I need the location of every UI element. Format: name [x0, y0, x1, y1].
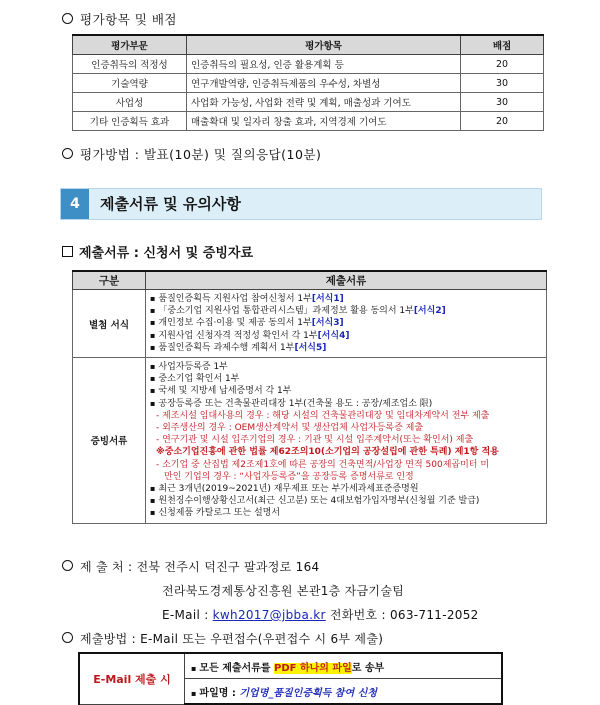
table-header-row: [73, 35, 544, 55]
list-item: ▪ 품질인증획득 과제수행 계획서 1부[서식5]: [150, 342, 327, 353]
law-note: ※중소기업진흥에 관한 법률 제62조의10(소기업의 공장설립에 관한 특례) 제1항 적용: [156, 447, 499, 458]
col-items: 평가항목: [187, 35, 461, 55]
email-link[interactable]: kwh2017@jbba.kr: [212, 608, 326, 622]
form-tag: [서식1]: [311, 294, 344, 304]
col-category: 평가부문: [73, 35, 187, 55]
circle-bullet-icon: [62, 632, 73, 643]
score-cell: 20: [461, 55, 544, 74]
attached-forms-label: 별첨 서식: [73, 290, 146, 358]
col-type: 구분: [73, 271, 146, 290]
items-cell: 인증취득의 필요성, 인증 활용계획 등: [187, 55, 461, 74]
table-header-row: [73, 271, 547, 290]
docs-table: [72, 270, 547, 524]
note-line: - 연구기관 및 시설 입주기업의 경우 : 기관 및 시설 입주계약서(또는 확인서) 제출: [156, 435, 474, 446]
list-item: ▪ 품질인증획득 지원사업 참여신청서 1부[서식1]: [150, 294, 344, 304]
table-row: [73, 93, 544, 112]
attached-forms-list: [146, 290, 547, 358]
pdf-highlight: PDF 하나의 파일: [274, 662, 352, 674]
list-item: ▪ 원천징수이행상황신고서(최근 신고분) 또는 4대보험가입자명부(신청월 기준 발급): [150, 496, 480, 507]
list-item: ▪ 공장등록증 또는 건축물관리대장 1부(건축물 용도 : 공장/제조업소 限): [150, 398, 433, 409]
table-row: [73, 74, 544, 93]
section-number-badge: 4: [61, 189, 89, 219]
list-item: ▪ 중소기업 확인서 1부: [150, 374, 240, 385]
list-item: ▪ 「중소기업 지원사업 통합관리시스템」과제정보 활용 동의서 1부[서식2]: [150, 306, 446, 317]
table-row: [73, 358, 547, 524]
list-item: ▪ 사업자등록증 1부: [150, 362, 228, 373]
email-box-row-2: ▪ 파일명 : 기업명_품질인증획득 참여 신청: [185, 679, 503, 705]
email-box-row-1: ▪ 모든 제출서류를 PDF 하나의 파일로 송부: [185, 653, 503, 679]
email-box-label: E-Mail 제출 시: [79, 653, 185, 704]
category-cell: 기술역량: [73, 74, 187, 93]
category-cell: 사업성: [73, 93, 187, 112]
table-row: [79, 653, 502, 679]
items-cell: 연구개발역량, 인증취득제품의 우수성, 차별성: [187, 74, 461, 93]
email-submission-box: [78, 652, 503, 705]
evidence-list: [146, 358, 547, 524]
form-tag: [서식4]: [317, 330, 350, 341]
list-item: ▪ 개인정보 수집·이용 및 제공 동의서 1부[서식3]: [150, 318, 344, 329]
items-cell: 사업화 가능성, 사업화 전략 및 계획, 매출성과 기여도: [187, 93, 461, 112]
category-cell: 인증취득의 적정성: [73, 55, 187, 74]
list-item: ▪ 최근 3개년(2019~2021년) 재무제표 또는 부가세과세표준증명원: [150, 484, 419, 495]
section-title: 제출서류 및 유의사항: [100, 195, 241, 213]
category-cell: 기타 인증획득 효과: [73, 112, 187, 131]
score-cell: 30: [461, 74, 544, 93]
eval-heading: 평가항목 및 배점: [62, 10, 177, 28]
note-line: - 소기업 중 산집법 제2조제1호에 따른 공장의 건축면적/사업장 면적 500제곱미터 미: [156, 459, 490, 470]
form-tag: [서식3]: [311, 318, 344, 329]
submit-place: 제 출 처 : 전북 전주시 덕진구 팔과정로 164: [62, 558, 319, 575]
circle-bullet-icon: [62, 560, 73, 571]
note-line: - 제조시설 임대사용의 경우 : 해당 시설의 건축물관리대장 및 임대차계약서 전부 제출: [156, 410, 490, 421]
submit-org: 전라북도경제통상진흥원 본관1층 자금기술팀: [162, 584, 405, 598]
submit-contact: E-Mail : kwh2017@jbba.kr 전화번호 : 063-711-2052: [162, 608, 479, 622]
form-tag: [서식2]: [413, 306, 446, 317]
note-line: - 외주생산의 경우 : OEM생산계약서 및 생산업체 사업자등록증 제출: [156, 423, 424, 434]
list-item: ▪ 신청제품 카탈로그 또는 설명서: [150, 508, 281, 519]
evidence-label: 증빙서류: [73, 358, 146, 524]
list-item: ▪ 지원사업 신청자격 적정성 확인서 각 1부[서식4]: [150, 330, 350, 341]
list-item: ▪ 국세 및 지방세 납세증명서 각 1부: [150, 386, 292, 397]
note-line: 만인 기업의 경우 : “사업자등록증”을 공장등록 증명서류로 인정: [164, 471, 414, 482]
score-cell: 20: [461, 112, 544, 131]
table-row: [73, 112, 544, 131]
col-score: 배점: [461, 35, 544, 55]
square-bullet-icon: [62, 246, 73, 257]
items-cell: 매출확대 및 일자리 창출 효과, 지역경제 기여도: [187, 112, 461, 131]
docs-subheading: 제출서류 : 신청서 및 증빙자료: [62, 242, 253, 261]
circle-bullet-icon: [62, 13, 73, 24]
col-docs: 제출서류: [146, 271, 547, 290]
score-cell: 30: [461, 93, 544, 112]
table-row: [73, 55, 544, 74]
eval-method: 평가방법 : 발표(10분) 및 질의응답(10분): [62, 145, 321, 163]
eval-table: [72, 34, 544, 131]
form-tag: [서식5]: [294, 342, 327, 353]
circle-bullet-icon: [62, 148, 73, 159]
submit-method: 제출방법 : E-Mail 또는 우편접수(우편접수 시 6부 제출): [62, 630, 383, 647]
table-row: [73, 290, 547, 358]
